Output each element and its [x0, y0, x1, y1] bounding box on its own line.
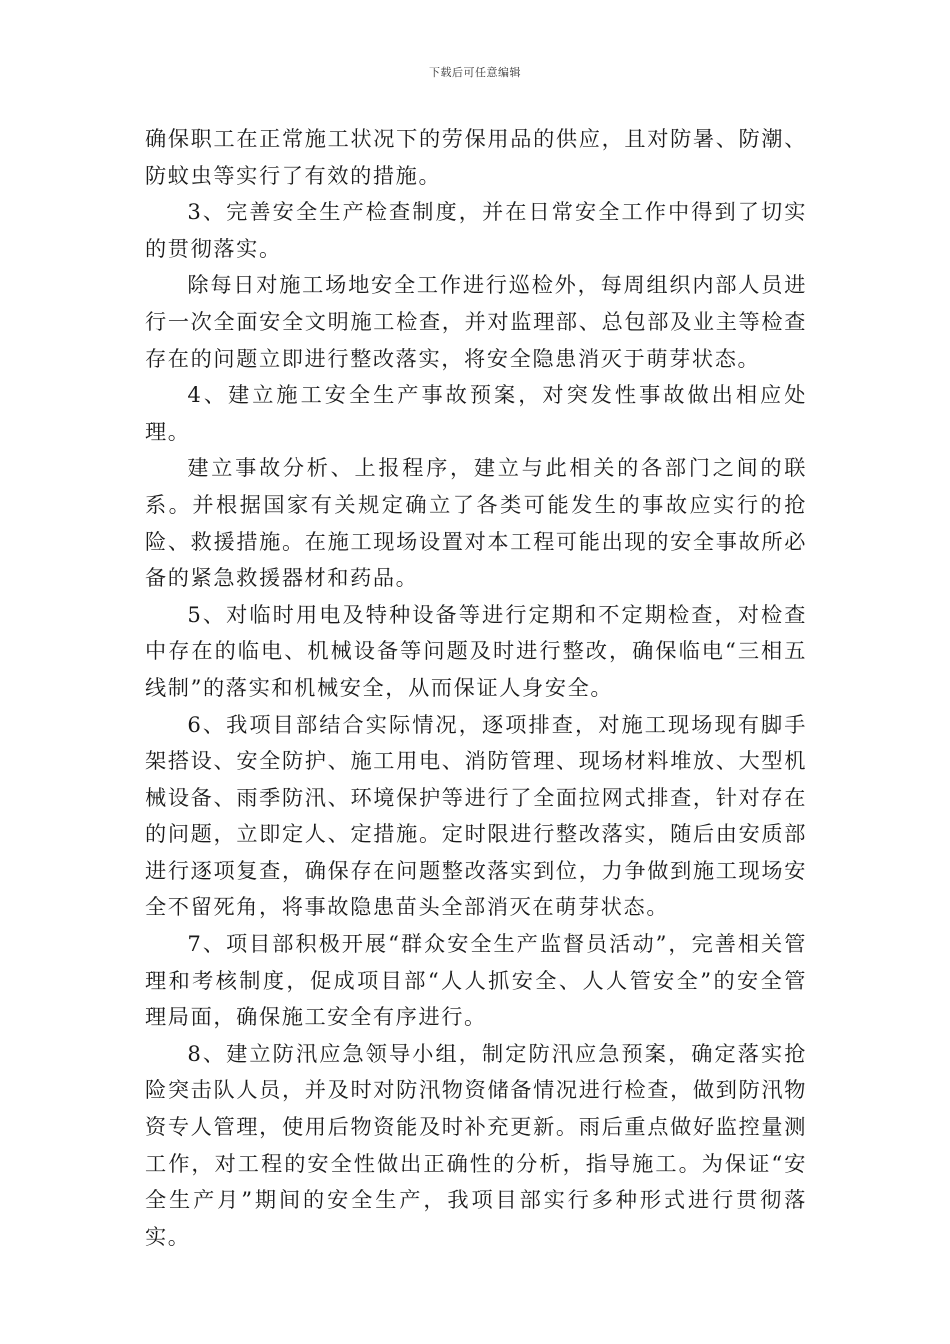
- paragraph-continuation: 确保职工在正常施工状况下的劳保用品的供应，且对防暑、防潮、防蚊虫等实行了有效的措施。: [145, 126, 807, 188]
- paragraph-inspection: 除每日对施工场地安全工作进行巡检外，每周组织内部人员进行一次全面安全文明施工检查，并对监理部、总包部及业主等检查存在的问题立即进行整改落实，将安全隐患消灭于萌芽状态。: [145, 272, 807, 371]
- paragraph-item-3: 3、完善安全生产检查制度，并在日常安全工作中得到了切实的贯彻落实。: [145, 199, 807, 261]
- paragraph-item-8: 8、建立防汛应急领导小组，制定防汛应急预案，确定落实抢险突击队人员，并及时对防汛物资储备情况进行检查，做到防汛物资专人管理，使用后物资能及时补充更新。雨后重点做好监控量测工作，对工程的安全性做出正确性的分析，指导施工。为保证“安全生产月”期间的安全生产，我项目部实行多种形式进行贯彻落实。: [145, 1040, 807, 1249]
- paragraph-item-6: 6、我项目部结合实际情况，逐项排查，对施工现场现有脚手架搭设、安全防护、施工用电、消防管理、现场材料堆放、大型机械设备、雨季防汛、环境保护等进行了全面拉网式排查，针对存在的问题，立即定人、定措施。定时限进行整改落实，随后由安质部进行逐项复查，确保存在问题整改落实到位，力争做到施工现场安全不留死角，将事故隐患苗头全部消灭在萌芽状态。: [145, 711, 807, 920]
- page-header: 下载后可任意编辑: [429, 66, 521, 79]
- paragraph-accident-analysis: 建立事故分析、上报程序，建立与此相关的各部门之间的联系。并根据国家有关规定确立了各类可能发生的事故应实行的抢险、救援措施。在施工现场设置对本工程可能出现的安全事故所必备的紧急救援器材和药品。: [145, 455, 807, 591]
- document-body: [145, 121, 807, 1255]
- paragraph-item-7: 7、项目部积极开展“群众安全生产监督员活动”，完善相关管理和考核制度，促成项目部“人人抓安全、人人管安全”的安全管理局面，确保施工安全有序进行。: [145, 931, 807, 1030]
- paragraph-item-5: 5、对临时用电及特种设备等进行定期和不定期检查，对检查中存在的临电、机械设备等问题及时进行整改，确保临电“三相五线制”的落实和机械安全，从而保证人身安全。: [145, 601, 807, 700]
- paragraph-item-4: 4、建立施工安全生产事故预案，对突发性事故做出相应处理。: [145, 382, 807, 444]
